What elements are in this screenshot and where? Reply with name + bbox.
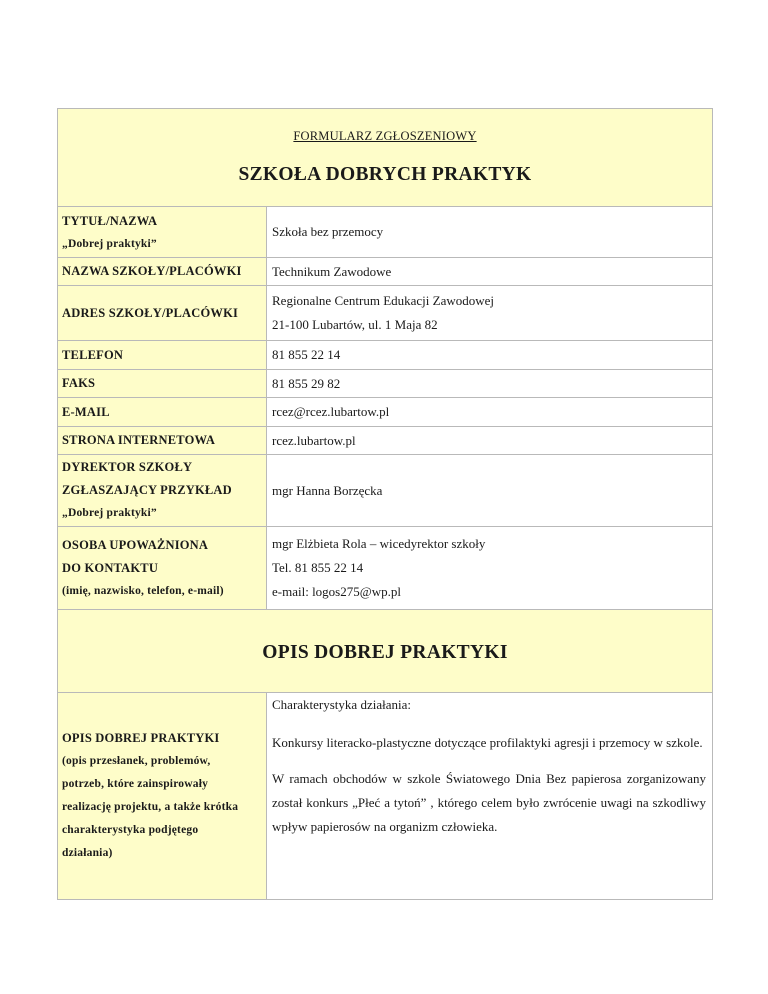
value-line: rcez.lubartow.pl xyxy=(272,432,356,448)
row-fax xyxy=(58,370,712,398)
row-phone xyxy=(58,341,712,370)
row-address xyxy=(58,286,712,341)
value-address xyxy=(267,286,712,340)
value-line: e-mail: logos275@wp.pl xyxy=(272,584,401,599)
row-website xyxy=(58,427,712,455)
value-line: Regionalne Centrum Edukacji Zawodowej xyxy=(272,293,495,308)
description-heading: Charakterystyka działania: xyxy=(272,697,411,712)
label-director xyxy=(58,455,267,526)
label-fax xyxy=(58,370,267,397)
label-line: działania) xyxy=(62,847,113,859)
label-line: STRONA INTERNETOWA xyxy=(62,433,216,447)
value-line: rcez@rcez.lubartow.pl xyxy=(272,404,390,419)
value-description xyxy=(267,693,712,899)
value-line: mgr Hanna Borzęcka xyxy=(272,482,383,498)
spacer xyxy=(272,717,706,731)
form-subtitle: FORMULARZ ZGŁOSZENIOWY xyxy=(293,129,477,143)
value-line: Tel. 81 855 22 14 xyxy=(272,560,364,575)
row-school-name xyxy=(58,258,712,286)
label-line: ADRES SZKOŁY/PLACÓWKI xyxy=(62,305,239,320)
row-title xyxy=(58,207,712,258)
label-line: OSOBA UPOWAŻNIONA xyxy=(62,537,209,552)
label-school-name xyxy=(58,258,267,285)
label-phone xyxy=(58,341,267,369)
label-description xyxy=(58,693,267,899)
application-form xyxy=(57,108,713,900)
row-contact-person xyxy=(58,527,712,610)
label-line: E-MAIL xyxy=(62,404,110,419)
label-line: (imię, nazwisko, telefon, e-mail) xyxy=(62,584,224,597)
label-line: charakterystyka podjętego xyxy=(62,824,199,836)
value-line: 21-100 Lubartów, ul. 1 Maja 82 xyxy=(272,317,438,332)
value-title xyxy=(267,207,712,257)
label-address xyxy=(58,286,267,340)
value-email xyxy=(267,398,712,426)
label-line: TELEFON xyxy=(62,347,124,362)
value-school-name xyxy=(267,258,712,285)
value-line: Szkoła bez przemocy xyxy=(272,224,384,239)
label-contact-person xyxy=(58,527,267,609)
description-paragraph-1: Konkursy literacko-plastyczne dotyczące profilaktyki agresji i przemocy w szkole. xyxy=(272,735,703,750)
label-line: NAZWA SZKOŁY/PLACÓWKI xyxy=(62,264,242,278)
form-header xyxy=(58,109,712,207)
value-line: 81 855 22 14 xyxy=(272,347,341,362)
label-line: TYTUŁ/NAZWA xyxy=(62,214,158,228)
label-line: realizację projektu, a także krótka xyxy=(62,801,239,813)
value-contact-person xyxy=(267,527,712,609)
label-line: DO KONTAKTU xyxy=(62,560,159,575)
label-line: DYREKTOR SZKOŁY xyxy=(62,460,193,474)
value-website xyxy=(267,427,712,454)
value-director xyxy=(267,455,712,526)
description-title: OPIS DOBREJ PRAKTYKI xyxy=(262,642,508,663)
row-director xyxy=(58,455,712,527)
label-website xyxy=(58,427,267,454)
description-header xyxy=(58,610,712,693)
value-fax xyxy=(267,370,712,397)
value-line: Technikum Zawodowe xyxy=(272,263,392,279)
row-email xyxy=(58,398,712,427)
value-phone xyxy=(267,341,712,369)
form-title: SZKOŁA DOBRYCH PRAKTYK xyxy=(238,164,532,185)
label-line: „Dobrej praktyki” xyxy=(62,238,157,250)
value-line: 81 855 29 82 xyxy=(272,375,341,391)
label-line: potrzeb, które zainspirowały xyxy=(62,778,209,790)
label-email xyxy=(58,398,267,426)
row-description xyxy=(58,693,712,899)
label-line: ZGŁASZAJĄCY PRZYKŁAD xyxy=(62,483,232,497)
label-line: OPIS DOBREJ PRAKTYKI xyxy=(62,731,220,745)
label-line: (opis przesłanek, problemów, xyxy=(62,755,211,767)
label-line: FAKS xyxy=(62,376,96,390)
description-paragraph-2: W ramach obchodów w szkole Światowego Dnia Bez papierosa zorganizowany został konkurs „Płeć a tytoń” , którego celem było zwrócenie uwagi na szkodliwy wpływ papierosów na organizm człowieka. xyxy=(272,771,706,834)
value-line: mgr Elżbieta Rola – wicedyrektor szkoły xyxy=(272,536,486,551)
label-line: „Dobrej praktyki” xyxy=(62,507,157,519)
label-title xyxy=(58,207,267,257)
